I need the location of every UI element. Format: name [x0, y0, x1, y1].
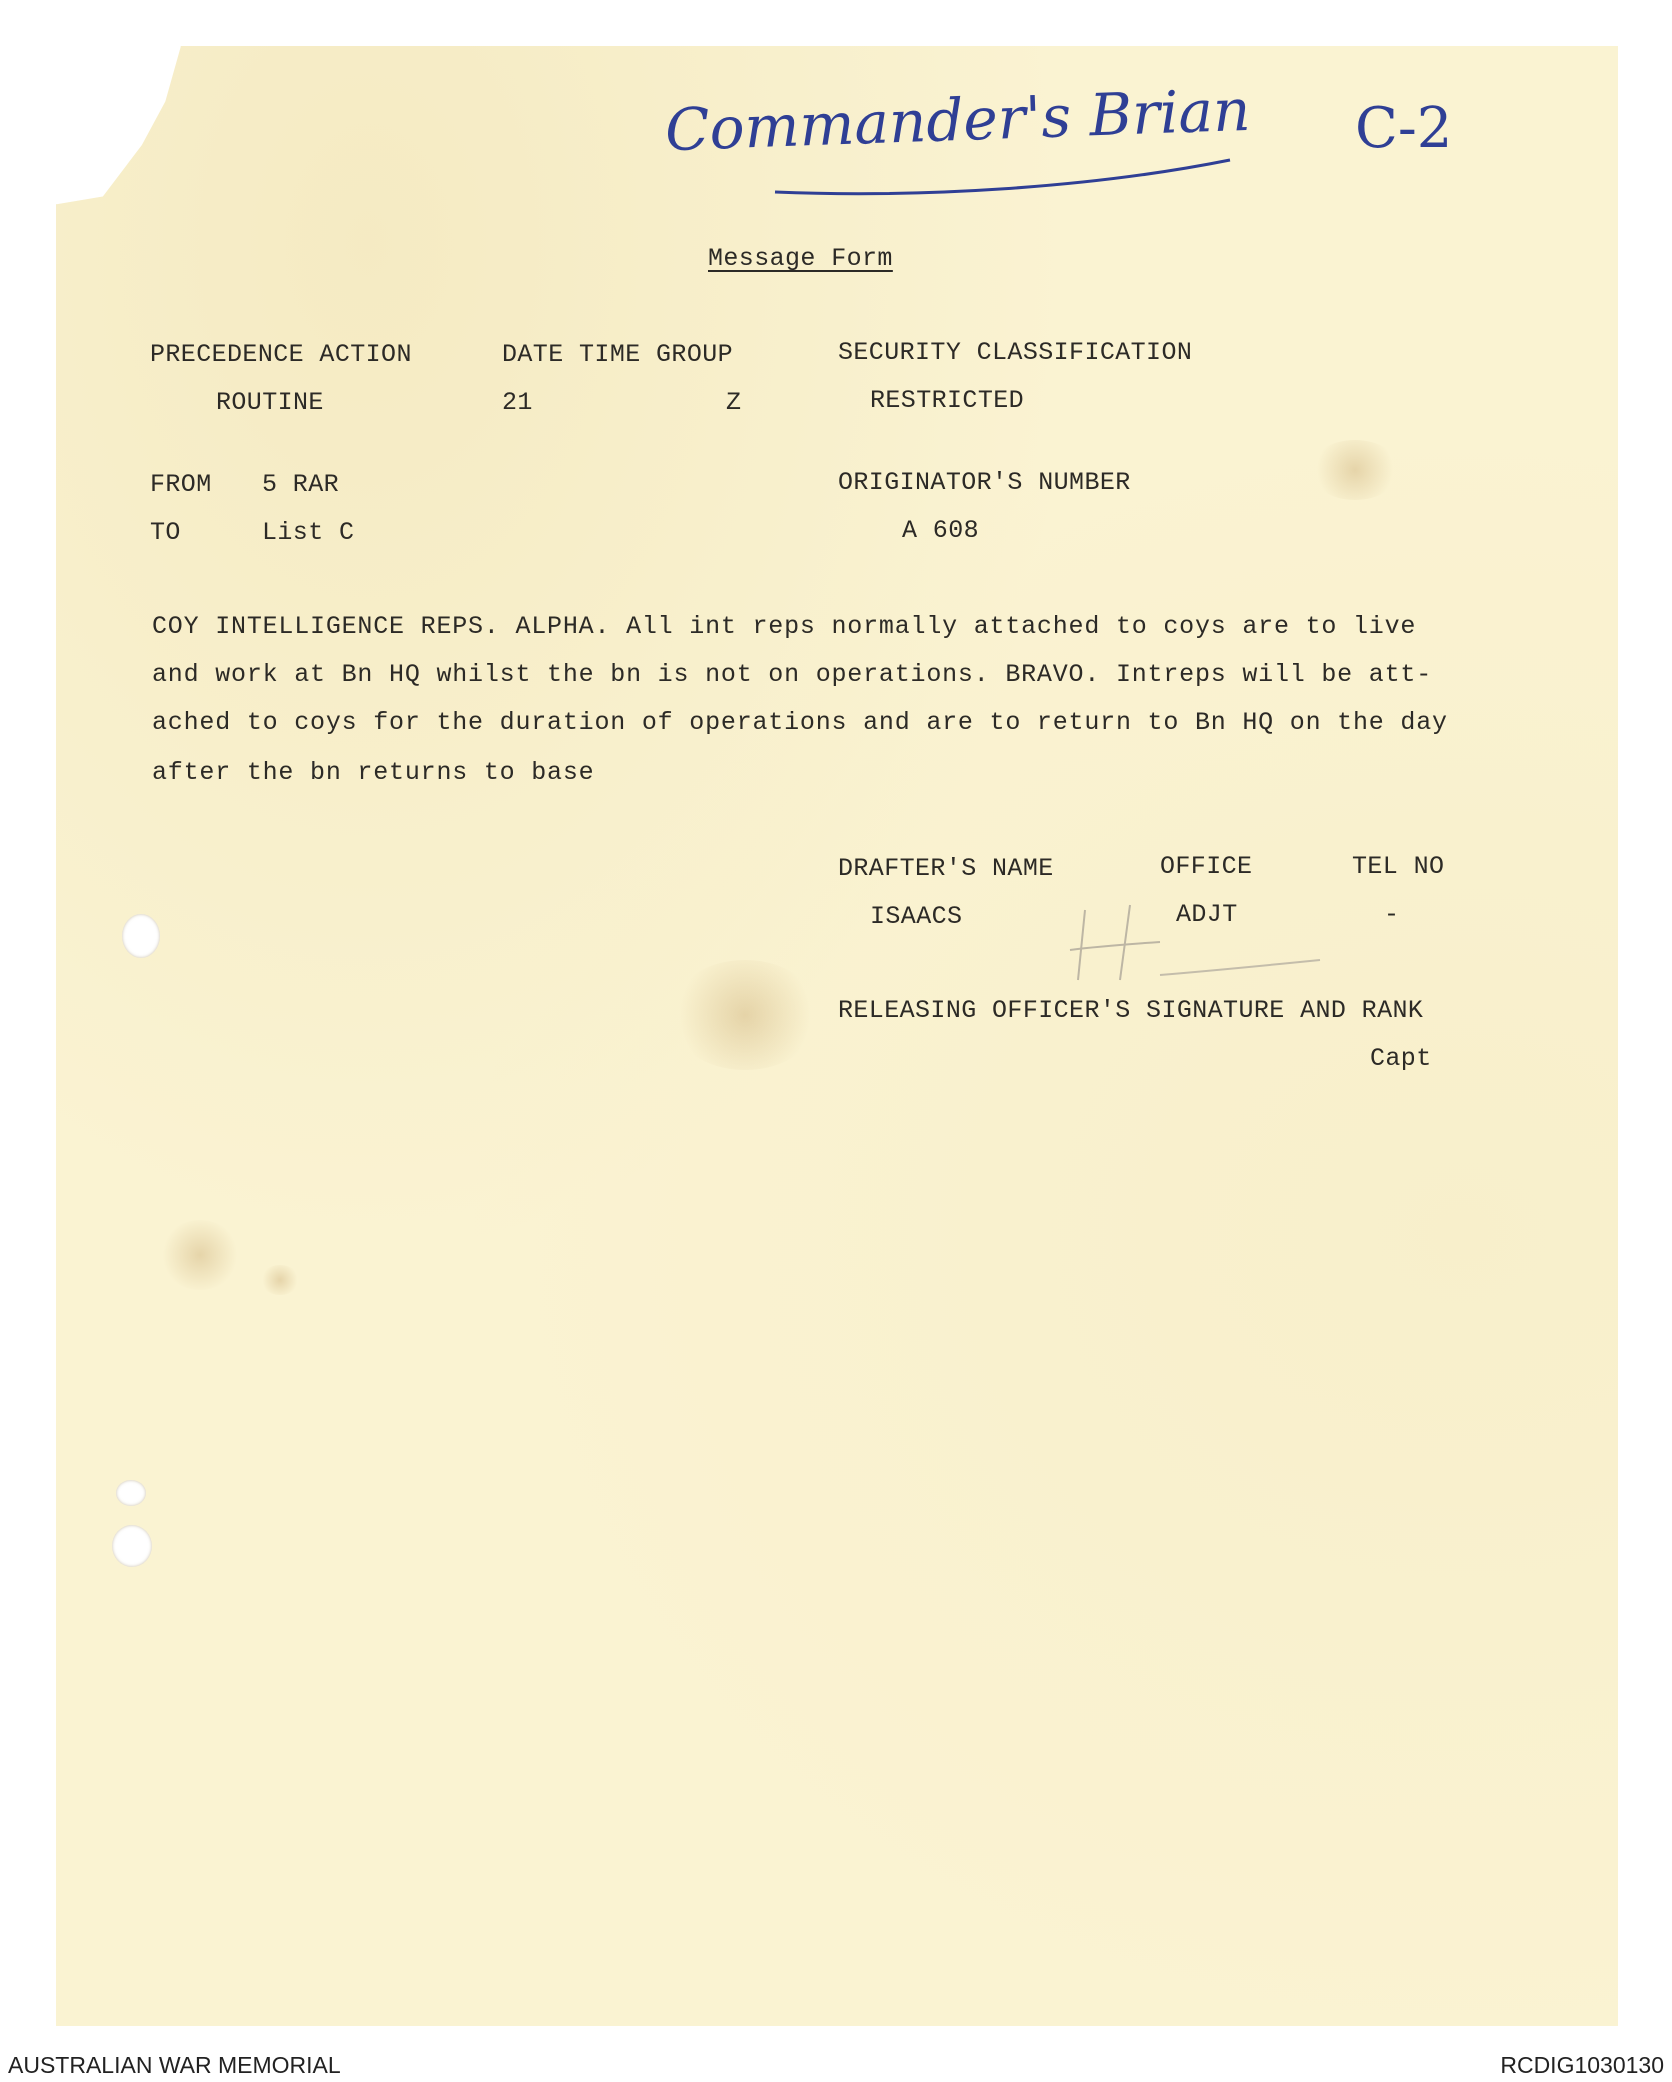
to-value: List C: [262, 518, 355, 547]
stain-mark: [160, 1220, 240, 1290]
stain-mark: [260, 1265, 300, 1295]
handwritten-underline: [770, 150, 1240, 200]
to-label: TO: [150, 518, 181, 547]
message-line: COY INTELLIGENCE REPS. ALPHA. All int reps normally attached to coys are to live: [152, 612, 1417, 641]
punch-hole-partial: [116, 1480, 146, 1506]
punch-hole-top: [122, 914, 160, 958]
handwritten-reference: C-2: [1355, 96, 1453, 161]
tel-value: -: [1384, 900, 1400, 929]
from-value: 5 RAR: [262, 470, 340, 499]
originator-label: ORIGINATOR'S NUMBER: [838, 468, 1131, 497]
rank-value: Capt: [1370, 1044, 1432, 1073]
office-label: OFFICE: [1160, 852, 1253, 881]
form-title: Message Form: [708, 244, 893, 273]
dtg-label: DATE TIME GROUP: [502, 340, 734, 369]
tel-label: TEL NO: [1352, 852, 1445, 881]
releasing-label: RELEASING OFFICER'S SIGNATURE AND RANK: [838, 996, 1424, 1025]
punch-hole-bottom: [112, 1525, 152, 1567]
message-line: and work at Bn HQ whilst the bn is not on operations. BRAVO. Intreps will be att-: [152, 660, 1432, 689]
footer-institution: AUSTRALIAN WAR MEMORIAL: [8, 2052, 341, 2078]
message-line: after the bn returns to base: [152, 758, 595, 787]
security-value: RESTRICTED: [870, 386, 1025, 415]
stain-mark: [670, 960, 820, 1070]
security-label: SECURITY CLASSIFICATION: [838, 338, 1193, 367]
pencil-signature: [990, 900, 1330, 990]
footer-record-id: RCDIG1030130: [1500, 2052, 1664, 2078]
drafter-value: ISAACS: [870, 902, 963, 931]
dtg-day: 21: [502, 388, 533, 417]
precedence-value: ROUTINE: [216, 388, 324, 417]
message-line: ached to coys for the duration of operations and are to return to Bn HQ on the day: [152, 708, 1448, 737]
from-label: FROM: [150, 470, 212, 499]
stain-mark: [1310, 440, 1400, 500]
drafter-label: DRAFTER'S NAME: [838, 854, 1054, 883]
handwritten-title: Commander's Brian: [663, 75, 1252, 165]
office-value: ADJT: [1176, 900, 1238, 929]
precedence-label: PRECEDENCE ACTION: [150, 340, 412, 369]
dtg-zone: Z: [726, 388, 742, 417]
originator-value: A 608: [902, 516, 980, 545]
